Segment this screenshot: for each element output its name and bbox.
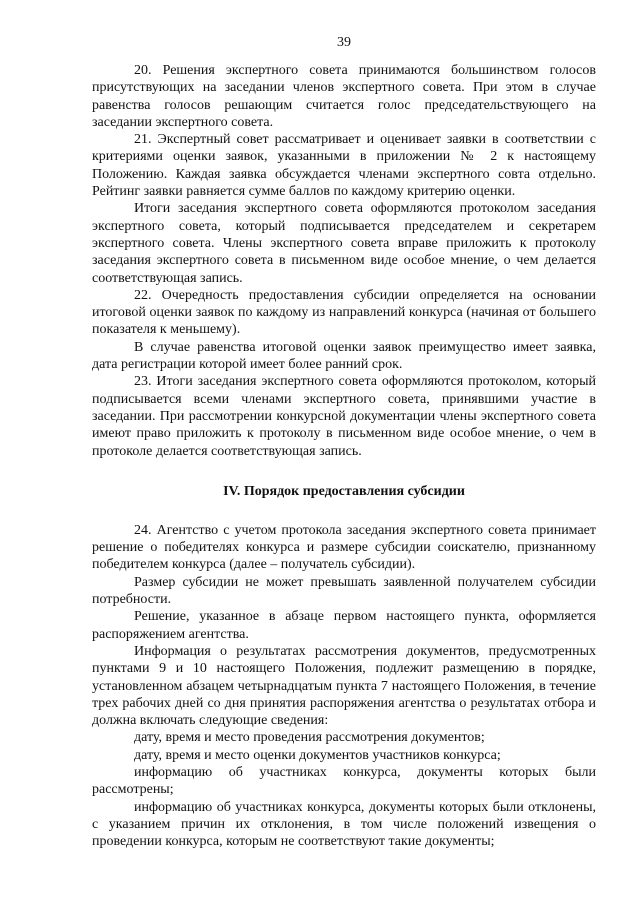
paragraph-22: 22. Очередность предоставления субсидии определяется на основании итоговой оценки заявок по каждому из направлений конкурса (начиная от большего показателя к меньшему). xyxy=(92,287,596,338)
section-heading: IV. Порядок предоставления субсидии xyxy=(223,483,465,499)
paragraph-21: 21. Экспертный совет рассматривает и оценивает заявки в соответствии с критериями оценки заявок, указанными в приложении № 2 к настоящему Положению. Каждая заявка обсуждается членами экспертного совта отдельно. Рейтинг заявки равняется сумме баллов по каждому критерию оценки. xyxy=(92,132,596,200)
list-item-review-date: дату, время и место проведения рассмотрения документов; xyxy=(134,730,485,746)
paragraph-24: 24. Агентство с учетом протокола заседания экспертного совета принимает решение о победителях конкурса и размере субсидии соискателю, признанному победителем конкурса (далее – получатель субсидии). xyxy=(92,522,596,573)
list-item-rejected-participants: информацию об участниках конкурса, документы которых были отклонены, с указанием причин их отклонения, в том числе положений извещения о проведении конкурса, которым не соответствуют такие документы; xyxy=(92,799,596,850)
paragraph-23: 23. Итоги заседания экспертного совета оформляются протоколом, который подписывается всеми членами экспертного совета, принявшими участие в заседании. При рассмотрении конкурсной документации члены экспертного совета имеют право приложить к протоколу в письменном виде особое мнение, о чем в протоколе делается соответствующая запись. xyxy=(92,374,596,459)
document-page xyxy=(92,34,596,850)
list-item-reviewed-participants: информацию об участниках конкурса, документы которых были рассмотрены; xyxy=(92,764,596,798)
paragraph-24-information: Информация о результатах рассмотрения документов, предусмотренных пунктами 9 и 10 настоящего Положения, подлежит размещению в порядке, установленном абзацем четырнадцатым пункта 7 настоящего Положения, в течение трех рабочих дней со дня принятия распоряжения агентства о результатах отбора и должна включать следующие сведения: xyxy=(92,643,596,729)
paragraph-21-results: Итоги заседания экспертного совета оформляются протоколом заседания экспертного совета, который подписывается председателем и секретарем экспертного совета. Члены экспертного совета вправе приложить к протоколу заседания экспертного совета в письменном виде особое мнение, о чем делается соответствующая запись. xyxy=(92,201,596,286)
paragraph-20: 20. Решения экспертного совета принимаются большинством голосов присутствующих на заседании членов экспертного совета. При этом в случае равенства голосов решающим считается голос председательствующего на заседании экспертного совета. xyxy=(92,63,596,130)
paragraph-24-decision: Решение, указанное в абзаце первом настоящего пункта, оформляется распоряжением агентства. xyxy=(92,609,596,642)
page-number: 39 xyxy=(337,35,351,50)
paragraph-24-amount: Размер субсидии не может превышать заявленной получателем субсидии потребности. xyxy=(92,574,596,608)
paragraph-22-tie: В случае равенства итоговой оценки заявок преимущество имеет заявка, дата регистрации которой имеет более ранний срок. xyxy=(92,339,596,373)
list-item-evaluation-date: дату, время и место оценки документов участников конкурса; xyxy=(134,747,501,763)
